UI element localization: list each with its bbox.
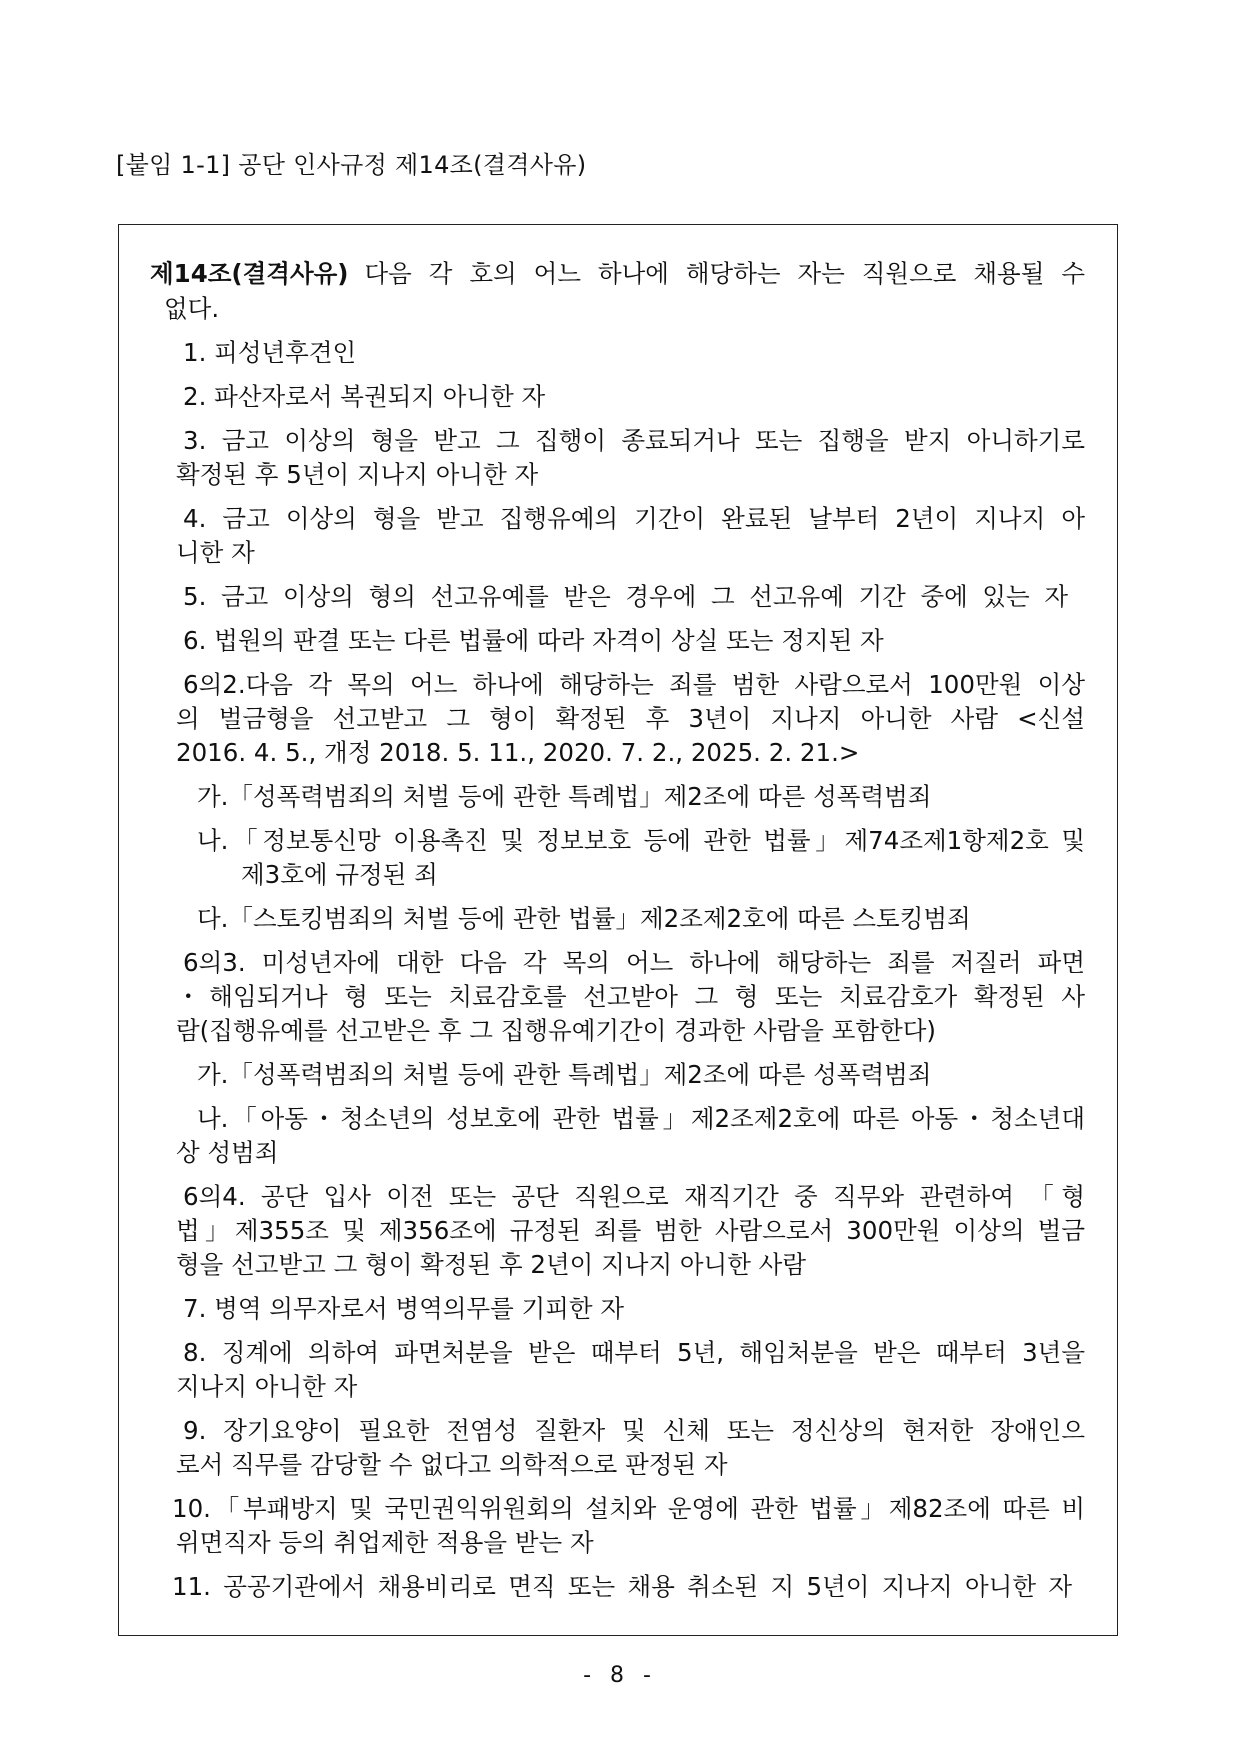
- item-6-2-na-line-2: 제3호에 규정된 죄: [241, 860, 438, 889]
- item-6-3-line-1: 6의3. 미성년자에 대한 다음 각 목의 어느 하나에 해당하는 죄를 저질러 파면: [183, 948, 1085, 977]
- item-4-line-1: 4. 금고 이상의 형을 받고 집행유예의 기간이 완료된 날부터 2년이 지나지 아: [183, 504, 1085, 533]
- item-6-3-na-line-1: 나.「아동・청소년의 성보호에 관한 법률」제2조제2호에 따른 아동・청소년대: [197, 1104, 1085, 1133]
- article-intro-line: [150, 259, 1085, 288]
- item-11: 11. 공공기관에서 채용비리로 면직 또는 채용 취소된 지 5년이 지나지 아니한 자: [172, 1572, 1072, 1601]
- item-6-3-line-2: ・해임되거나 형 또는 치료감호를 선고받아 그 형 또는 치료감호가 확정된 사: [176, 982, 1085, 1011]
- item-6-2-ga: 가.「성폭력범죄의 처벌 등에 관한 특례법」제2조에 따른 성폭력범죄: [197, 782, 932, 811]
- item-6: 6. 법원의 판결 또는 다른 법률에 따라 자격이 상실 또는 정지된 자: [183, 626, 884, 655]
- item-2: 2. 파산자로서 복권되지 아니한 자: [183, 382, 546, 411]
- item-10-line-1: 10.「부패방지 및 국민권익위원회의 설치와 운영에 관한 법률」제82조에 따른 비: [172, 1494, 1085, 1523]
- item-6-2-line-2: 의 벌금형을 선고받고 그 형이 확정된 후 3년이 지나지 아니한 사람 <신설: [176, 704, 1085, 733]
- item-4-line-2: 니한 자: [176, 538, 255, 567]
- item-8-line-2: 지나지 아니한 자: [176, 1372, 358, 1401]
- item-6-3-line-3: 람(집행유예를 선고받은 후 그 집행유예기간이 경과한 사람을 포함한다): [176, 1016, 936, 1045]
- article-heading: 제14조(결격사유): [150, 259, 349, 288]
- item-9-line-1: 9. 장기요양이 필요한 전염성 질환자 및 신체 또는 정신상의 현저한 장애인으: [183, 1416, 1085, 1445]
- attachment-title: [붙임 1-1] 공단 인사규정 제14조(결격사유): [116, 151, 587, 179]
- item-7: 7. 병역 의무자로서 병역의무를 기피한 자: [183, 1294, 624, 1323]
- item-6-2-da: 다.「스토킹범죄의 처벌 등에 관한 법률」제2조제2호에 따른 스토킹범죄: [197, 904, 971, 933]
- item-6-4-line-1: 6의4. 공단 입사 이전 또는 공단 직원으로 재직기간 중 직무와 관련하여 「형: [183, 1182, 1085, 1211]
- item-3-line-2: 확정된 후 5년이 지나지 아니한 자: [176, 460, 539, 489]
- item-1: 1. 피성년후견인: [183, 338, 357, 367]
- item-3-line-1: 3. 금고 이상의 형을 받고 그 집행이 종료되거나 또는 집행을 받지 아니하기로: [183, 426, 1085, 455]
- item-6-4-line-2: 법」제355조 및 제356조에 규정된 죄를 범한 사람으로서 300만원 이상의 벌금: [176, 1216, 1085, 1245]
- article-intro-text: 다음 각 호의 어느 하나에 해당하는 자는 직원으로 채용될 수: [364, 259, 1085, 288]
- item-6-2-line-3: 2016. 4. 5., 개정 2018. 5. 11., 2020. 7. 2., 2025. 2. 21.>: [176, 738, 860, 767]
- item-6-2-na-line-1: 나.「정보통신망 이용촉진 및 정보보호 등에 관한 법률」제74조제1항제2호 및: [197, 826, 1085, 855]
- item-6-4-line-3: 형을 선고받고 그 형이 확정된 후 2년이 지나지 아니한 사람: [176, 1250, 807, 1279]
- page-number: - 8 -: [583, 1663, 657, 1688]
- item-10-line-2: 위면직자 등의 취업제한 적용을 받는 자: [176, 1528, 594, 1557]
- item-6-3-na-line-2: 상 성범죄: [176, 1138, 279, 1167]
- article-intro-tail: 없다.: [164, 294, 220, 323]
- item-5: 5. 금고 이상의 형의 선고유예를 받은 경우에 그 선고유예 기간 중에 있는 자: [183, 582, 1068, 611]
- item-6-3-ga: 가.「성폭력범죄의 처벌 등에 관한 특례법」제2조에 따른 성폭력범죄: [197, 1060, 932, 1089]
- item-8-line-1: 8. 징계에 의하여 파면처분을 받은 때부터 5년, 해임처분을 받은 때부터 3년을: [183, 1338, 1085, 1367]
- item-9-line-2: 로서 직무를 감당할 수 없다고 의학적으로 판정된 자: [176, 1450, 728, 1479]
- item-6-2-line-1: 6의2.다음 각 목의 어느 하나에 해당하는 죄를 범한 사람으로서 100만원 이상: [183, 670, 1085, 699]
